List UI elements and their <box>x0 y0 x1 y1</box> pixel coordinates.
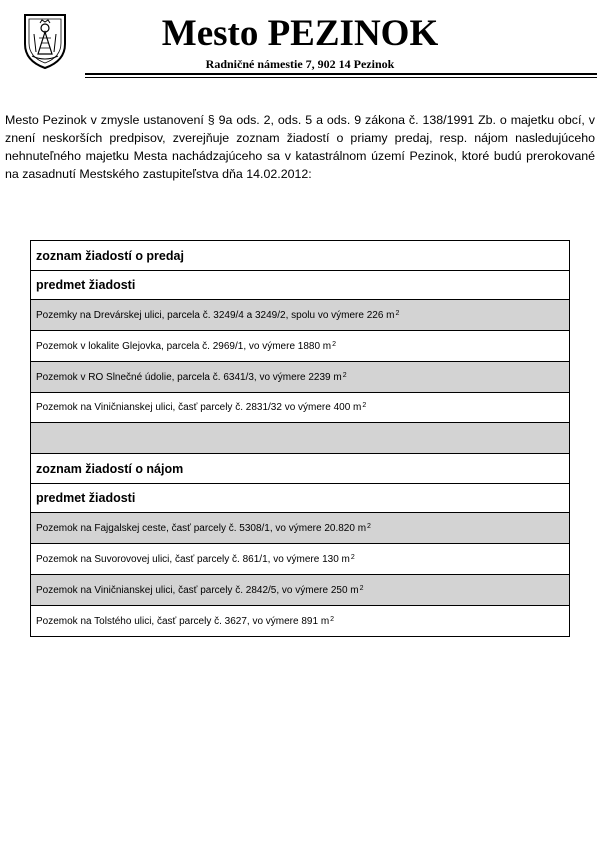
unit-exponent: 2 <box>367 522 371 530</box>
unit-exponent: 2 <box>395 309 400 317</box>
lease-heading: zoznam žiadostí o nájom <box>30 454 570 484</box>
table-row <box>30 513 570 544</box>
unit-exponent: 2 <box>359 584 364 592</box>
row-text: Pozemok na Fajgalskej ceste, časť parcely č. 5308/1, vo výmere 20.820 m <box>36 522 367 534</box>
table-row <box>30 606 570 637</box>
table-row <box>30 393 570 423</box>
sale-subject-header: predmet žiadosti <box>30 271 570 300</box>
sale-heading: zoznam žiadostí o predaj <box>30 241 570 271</box>
row-text: Pozemok na Viničnianskej ulici, časť parcely č. 2831/32 vo výmere 400 m <box>36 402 362 413</box>
row-text: Pozemky na Drevárskej ulici, parcela č. 3249/4 a 3249/2, spolu vo výmere 226 m <box>36 309 395 321</box>
row-text: Pozemok na Tolstého ulici, časť parcely č. 3627, vo výmere 891 m <box>36 615 330 627</box>
row-text: Pozemok v lokalite Glejovka, parcela č. 2969/1, vo výmere 1880 m <box>36 340 332 352</box>
intro-paragraph: Mesto Pezinok v zmysle ustanovení § 9a ods. 2, ods. 5 a ods. 9 zákona č. 138/1991 Zb. o majetku obcí, v znení neskorších predpisov, zverejňuje zoznam žiadostí o priamy predaj, resp. nájom nasledujúceho nehnuteľného majetku Mesta nachádzajúceho sa v katastrálnom území Pezinok, ktoré budú prerokované na zasadnutí Mestského zastupiteľstva dňa 14.02.2012: <box>5 113 595 181</box>
row-text: Pozemok v RO Slnečné údolie, parcela č. 6341/3, vo výmere 2239 m <box>36 371 342 383</box>
unit-exponent: 2 <box>332 340 337 348</box>
row-text: Pozemok na Viničnianskej ulici, časť parcely č. 2842/5, vo výmere 250 m <box>36 584 359 596</box>
spacer-row <box>30 423 570 454</box>
table-row <box>30 362 570 393</box>
unit-exponent: 2 <box>362 402 367 409</box>
table-row <box>30 300 570 331</box>
row-text: Pozemok na Suvorovovej ulici, časť parcely č. 861/1, vo výmere 130 m <box>36 553 350 565</box>
table-row <box>30 331 570 362</box>
lease-subject-header: predmet žiadosti <box>30 484 570 513</box>
unit-exponent: 2 <box>350 553 355 561</box>
coat-of-arms-icon <box>22 12 68 70</box>
header-rule <box>85 73 597 75</box>
header-rule-thin <box>85 77 597 78</box>
page-title: Mesto PEZINOK <box>161 13 439 54</box>
unit-exponent: 2 <box>330 615 335 623</box>
table-row <box>30 544 570 575</box>
requests-table <box>30 240 570 637</box>
table-row <box>30 575 570 606</box>
unit-exponent: 2 <box>342 371 347 379</box>
address: Radničné námestie 7, 902 14 Pezinok <box>205 57 395 71</box>
